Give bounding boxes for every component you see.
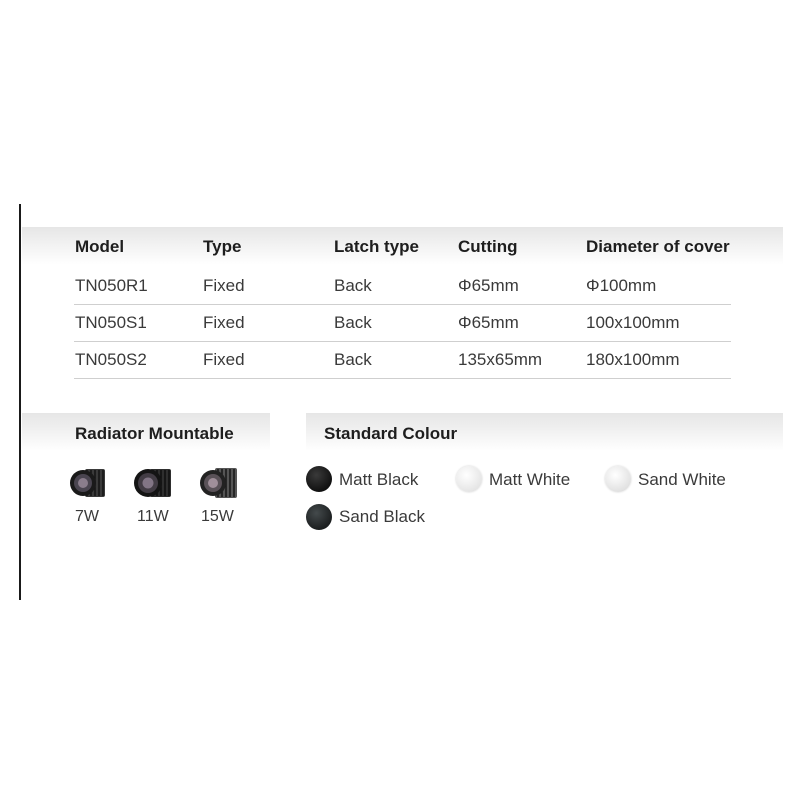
cell-diameter: 100x100mm (586, 313, 680, 332)
header-cutting: Cutting (458, 237, 518, 256)
cell-cutting: Φ65mm (458, 276, 519, 295)
cell-diameter: Φ100mm (586, 276, 657, 295)
radiator-title: Radiator Mountable (75, 424, 234, 443)
wattage-label: 7W (75, 508, 99, 525)
cell-cutting: Φ65mm (458, 313, 519, 332)
colour-label: Sand Black (339, 507, 425, 526)
cell-cutting: 135x65mm (458, 350, 543, 369)
cell-type: Fixed (203, 276, 245, 295)
led-module-11w-icon (133, 466, 173, 500)
led-module-15w-icon (198, 466, 238, 500)
colour-label: Matt Black (339, 470, 419, 489)
header-diameter-of-cover: Diameter of cover (586, 237, 730, 256)
cell-type: Fixed (203, 313, 245, 332)
wattage-label: 11W (137, 508, 169, 525)
header-model: Model (75, 237, 125, 256)
cell-diameter: 180x100mm (586, 350, 680, 369)
matt-white-swatch (456, 466, 482, 492)
header-latch-type: Latch type (334, 237, 420, 256)
matt-black-swatch (306, 466, 332, 492)
colour-label: Matt White (489, 470, 571, 489)
cell-latch-type: Back (334, 313, 372, 332)
cell-type: Fixed (203, 350, 245, 369)
header-type: Type (203, 237, 242, 256)
sand-white-swatch (605, 466, 631, 492)
colour-label: Sand White (638, 470, 726, 489)
left-divider-line (19, 204, 21, 600)
cell-model: TN050S1 (75, 313, 147, 332)
cell-model: TN050S2 (75, 350, 147, 369)
cell-latch-type: Back (334, 276, 372, 295)
cell-latch-type: Back (334, 350, 372, 369)
cell-model: TN050R1 (75, 276, 148, 295)
led-module-7w-icon (68, 466, 108, 500)
wattage-label: 15W (201, 508, 234, 525)
sand-black-swatch (306, 504, 332, 530)
colour-title: Standard Colour (324, 424, 458, 443)
